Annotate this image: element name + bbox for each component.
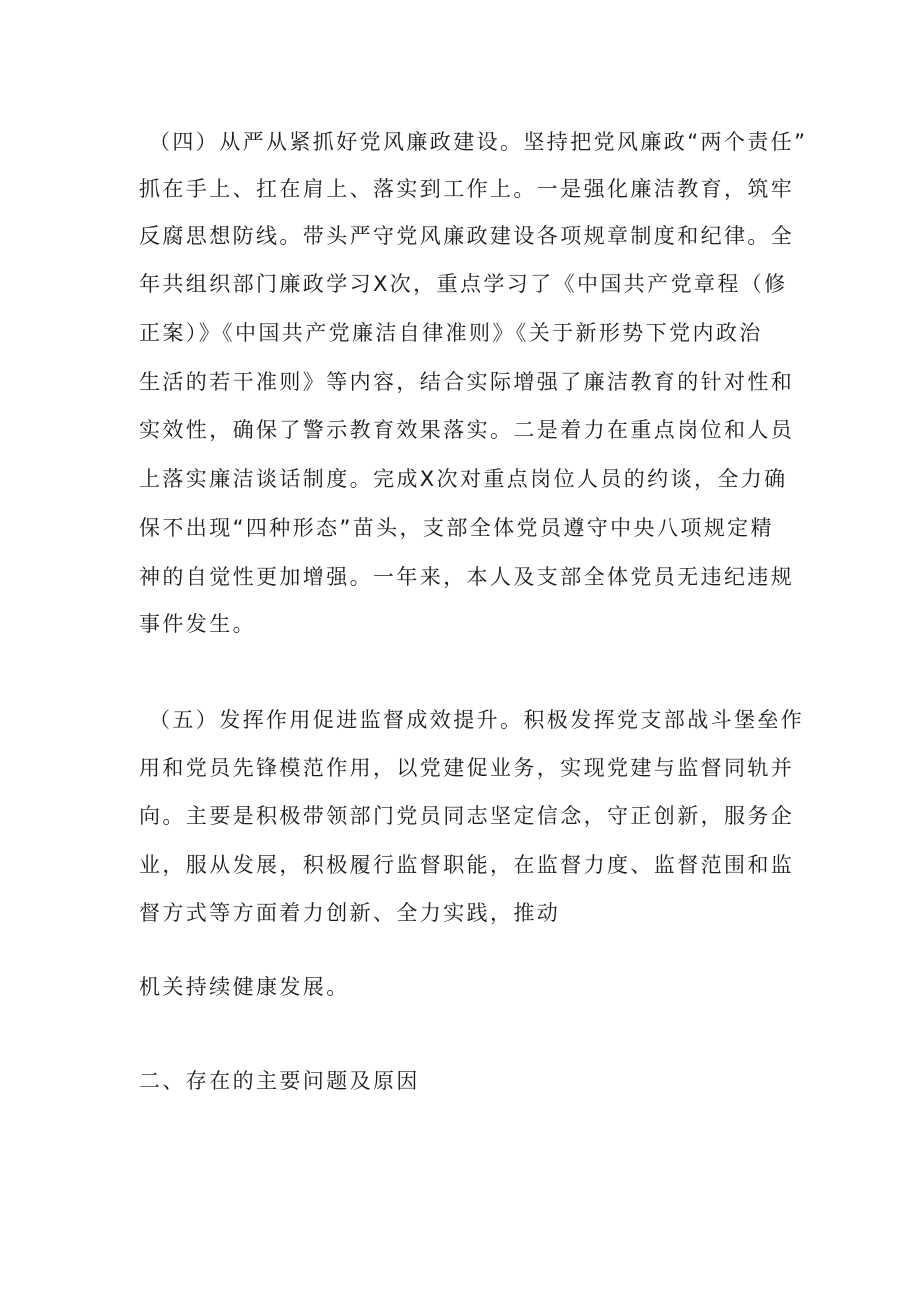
paragraph-line: 反腐思想防线。带头严守党风廉政建设各项规章制度和纪律。全: [139, 224, 795, 248]
paragraph-line: 正案）》《中国共产党廉洁自律准则》《关于新形势下党内政治: [139, 321, 763, 345]
paragraph-line: （四）从严从紧抓好党风廉政建设。坚持把党风廉政“两个责任”: [149, 130, 808, 154]
paragraph-line: 生活的若干准则》等内容，结合实际增强了廉洁教育的针对性和: [139, 370, 795, 394]
paragraph-line: 保不出现“四种形态”苗头，支部全体党员遵守中央八项规定精: [139, 516, 774, 540]
section-heading: 二、存在的主要问题及原因: [139, 1069, 420, 1093]
paragraph-line: 机关持续健康发展。: [139, 975, 350, 999]
paragraph-line: 督方式等方面着力创新、全力实践，推动: [139, 901, 561, 925]
paragraph-line: 事件发生。: [139, 612, 256, 636]
paragraph-line: 向。主要是积极带领部门党员同志坚定信念，守正创新，服务企: [139, 804, 795, 828]
paragraph-line: 上落实廉洁谈话制度。完成X次对重点岗位人员的约谈，全力确: [139, 467, 788, 491]
paragraph-line: 年共组织部门廉政学习X次，重点学习了《中国共产党章程（修: [139, 272, 788, 296]
paragraph-line: 业，服从发展，积极履行监督职能，在监督力度、监督范围和监: [139, 853, 795, 877]
paragraph-line: 用和党员先锋模范作用，以党建促业务，实现党建与监督同轨并: [139, 756, 795, 780]
paragraph-line: 神的自觉性更加增强。一年来，本人及支部全体党员无违纪违规: [139, 565, 795, 589]
paragraph-line: （五）发挥作用促进监督成效提升。积极发挥党支部战斗堡垒作: [149, 708, 805, 732]
paragraph-line: 实效性，确保了警示教育效果落实。二是着力在重点岗位和人员: [139, 418, 795, 442]
paragraph-line: 抓在手上、扛在肩上、落实到工作上。一是强化廉洁教育，筑牢: [139, 177, 795, 201]
